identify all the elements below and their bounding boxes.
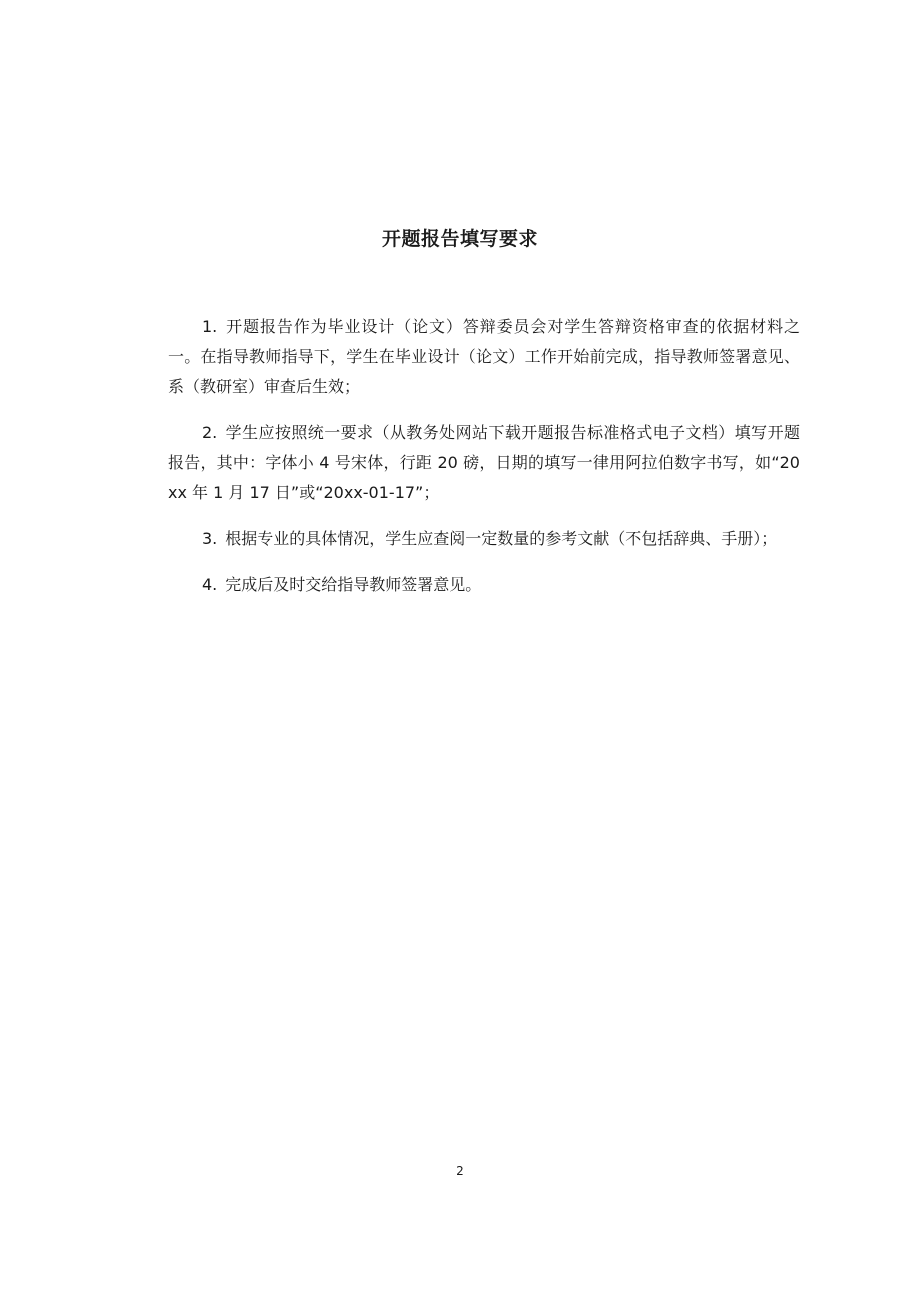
requirement-number: 3. — [202, 529, 218, 548]
page-title: 开题报告填写要求 — [381, 228, 538, 250]
requirement-text: 根据专业的具体情况，学生应查阅一定数量的参考文献（不包括辞典、手册）； — [225, 529, 778, 548]
requirement-text: 学生应按照统一要求（从教务处网站下载开题报告标准格式电子文档）填写开题报告，其中：字体小 4 号宋体，行距 20 磅，日期的填写一律用阿拉伯数字书写，如“20xx 年 1 月 17 日”或“20xx-01-17”； — [168, 423, 800, 502]
requirement-item — [168, 570, 800, 600]
page-number: 2 — [456, 1164, 464, 1178]
requirement-number: 4. — [202, 575, 218, 594]
requirements-list — [168, 312, 800, 616]
requirement-text: 开题报告作为毕业设计（论文）答辩委员会对学生答辩资格审查的依据材料之一。在指导教师指导下，学生在毕业设计（论文）工作开始前完成，指导教师签署意见、系（教研室）审查后生效； — [168, 317, 800, 396]
requirement-number: 1. — [202, 317, 218, 336]
requirement-item — [168, 524, 800, 554]
requirement-item — [168, 418, 800, 508]
requirement-item — [168, 312, 800, 402]
requirement-text: 完成后及时交给指导教师签署意见。 — [225, 575, 482, 594]
requirement-number: 2. — [202, 423, 218, 442]
